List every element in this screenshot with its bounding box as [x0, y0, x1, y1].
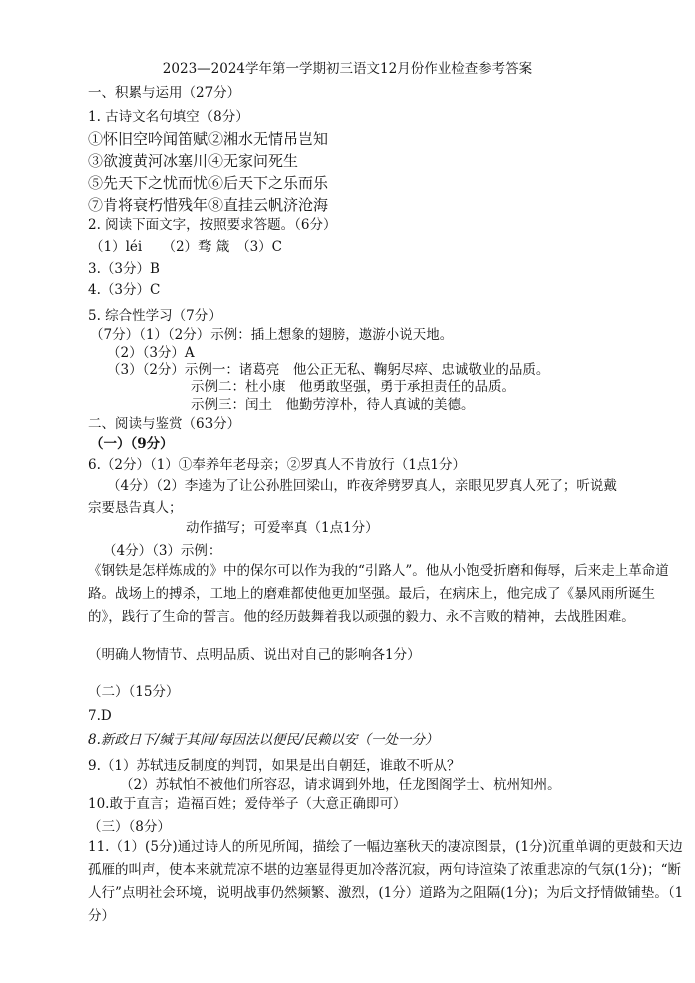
q11-answer: 11.（1）(5分)通过诗人的所见所闻，描绘了一幅边塞秋天的凄凉图景，(1分)沉重单调的更鼓和天边孤雁的叫声，使本来就荒凉不堪的边塞显得更加冷落沉寂，两句诗渲染了浓重悲凉的气氛(1分)；“断人行”点明社会环境，说明战事仍然频繁、激烈，(1分）道路为之阻隔(1分)；为后文抒情做铺垫。（1分） [88, 839, 684, 924]
q6-part-3: （4分）（3）示例： [103, 543, 222, 559]
q1-answer-line: ⑦肯将衰朽惜残年⑧直挂云帆济沧海 [88, 196, 329, 214]
q9-part-1: 9.（1）苏轼违反制度的判罚，如果是出自朝廷，谁敢不听从？ [88, 758, 461, 774]
q2-answer: （1）léi （2）骛 箴 （3）C [90, 239, 283, 255]
q3-answer: 3.（3分）B [88, 261, 160, 277]
q5-part-3: （3）（2分）示例一：诸葛亮 他公正无私、鞠躬尽瘁、忠诚敬业的品质。 [107, 362, 550, 378]
q1-answer-line: ①怀旧空吟闻笛赋②湘水无情吊岂知 [88, 130, 329, 148]
q4-answer: 4.（3分）C [88, 282, 161, 298]
q6-part-2: （4分）（2）李逵为了让公孙胜回梁山，昨夜斧劈罗真人，亲眼见罗真人死了；听说戴 [107, 478, 617, 494]
q1-answer-line: ③欲渡黄河冰塞川④无家问死生 [88, 152, 299, 170]
q6-scoring-note: （明确人物情节、点明品质、说出对自己的影响各1分） [88, 647, 421, 663]
q5-heading: 5. 综合性学习（7分） [88, 308, 222, 324]
passage-2-heading: （二）（15分） [88, 684, 180, 700]
q5-part-3-example: 示例三：闰土 他勤劳淳朴，待人真诚的美德。 [191, 397, 475, 413]
passage-1-heading: （一）（9分） [90, 436, 174, 452]
q1-heading: 1. 古诗文名句填空（8分） [88, 109, 249, 125]
q5-part-3-example: 示例二：杜小康 他勇敢坚强，勇于承担责任的品质。 [191, 379, 515, 395]
q9-part-2: （2）苏轼怕不被他们所容忍，请求调到外地，任龙图阁学士、杭州知州。 [120, 777, 561, 793]
q6-part-1: 6.（2分）（1）①奉养年老母亲；②罗真人不肯放行（1点1分） [88, 457, 466, 473]
q5-part-1: （7分）（1）（2分）示例：插上想象的翅膀，遨游小说天地。 [90, 327, 454, 343]
q8-answer: 8.新政日下/缄于其间/每因法以便民/民赖以安（一处一分） [88, 732, 439, 748]
q6-example-paragraph: 《钢铁是怎样炼成的》中的保尔可以作为我的“引路人”。他从小饱受折磨和侮辱，后来走上革命道路。战场上的搏杀，工地上的磨难都使他更加坚强。最后，在病床上，他完成了《暴风雨所诞生的》，践行了生命的誓言。他的经历鼓舞着我以顽强的毅力、永不言败的精神，去战胜困难。 [88, 563, 669, 625]
q10-answer: 10.敢于直言；造福百姓；爱侍举子（大意正确即可） [88, 796, 407, 812]
section-1-heading: 一、积累与运用（27分） [88, 85, 241, 101]
passage-3-heading: （三）（8分） [88, 819, 171, 835]
q6-part-2-continued: 宗要恳告真人； [88, 500, 183, 516]
section-2-heading: 二、阅读与鉴赏（63分） [88, 416, 241, 432]
page-title: 2023—2024学年第一学期初三语文12月份作业检查参考答案 [162, 61, 533, 77]
q5-part-2: （2）（3分）A [107, 345, 195, 361]
q7-answer: 7.D [88, 708, 112, 724]
q6-part-2-summary: 动作描写；可爱率真（1点1分） [186, 520, 379, 536]
q2-heading: 2. 阅读下面文字，按照要求答题。（6分） [88, 217, 337, 233]
q1-answer-line: ⑤先天下之忧而忧⑥后天下之乐而乐 [88, 174, 329, 192]
